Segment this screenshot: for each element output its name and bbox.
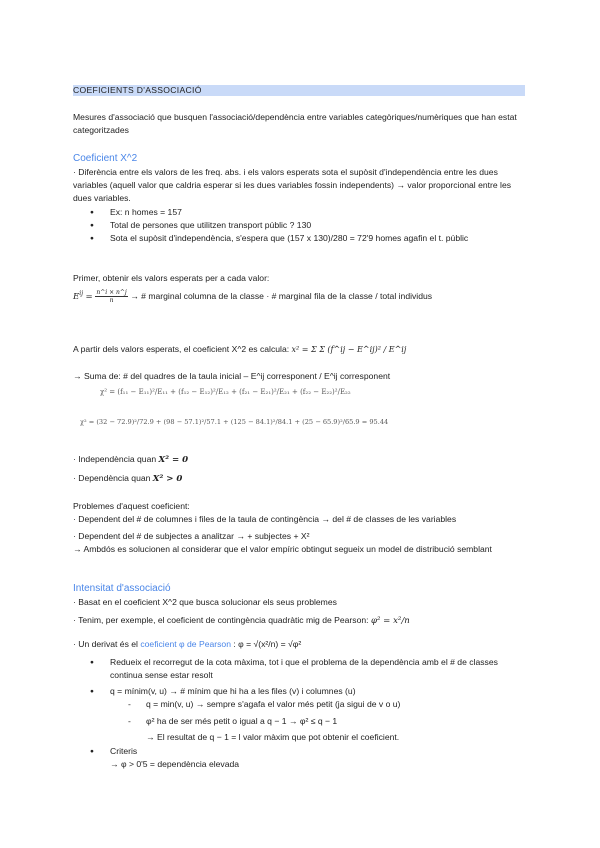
formula1-numerator: n^i × n^j [96,289,127,297]
indep-expr: X² = 0 [158,455,189,465]
indep-row [73,453,530,467]
intensity-line2 [73,614,530,628]
sum-text: → Suma de: # del quadres de la taula inicial – E^ij corresponent / E^ij corresponent [73,371,391,381]
criteria-label: ● Criteris [90,745,530,758]
step1-text: Primer, obtenir els valors esperats per a cada valor: [73,273,270,283]
intensity-bullet-list [90,656,530,698]
intro-paragraph: Mesures d'associació que busquen l'associació/dependència entre variables categòriques/numèriques que han estat categoritzades [73,112,517,135]
sub-item-1: - q = min(v, u) → sempre s'agafa el valor més petit (ja sigui de v o u) [118,698,530,711]
intensity-line1: · Basat en el coeficient X^2 que busca solucionar els seus problemes [73,597,337,607]
list-item: ● q = mínim(v, u) → # mínim que hi ha a les files (v) i columnes (u) [90,685,530,698]
sub-item-2: - φ² ha de ser més petit o igual a q − 1 → φ² ≤ q − 1 [118,715,530,728]
chi-heading: Coeficient X^2 [73,153,138,164]
problems-line: → Ambdós es solucionen al considerar que el valor empíric obtingut segueix un model de distribució semblant [73,544,492,554]
formula1-sup: ij [79,290,84,297]
formula1-text: → # marginal columna de la classe · # marginal fila de la classe / total individus [130,290,433,301]
intensity-line3-expr: : φ = √(x²/n) = √φ² [233,639,302,649]
chi-formula-image-2: χ² = (32 − 72.9)²/72.9 + (98 − 57.1)²/57.1 + (125 − 84.1)²/84.1 + (25 − 65.9)²/65.9 = 95.44 [80,418,389,426]
list-item: ● Sota el supòsit d'independència, s'espera que (157 x 130)/280 = 72'9 homes agafin el t. públic [90,232,530,245]
intensity-line3 [73,638,530,651]
formula2: x² = Σ Σ (f^ij − E^ij)² / E^ij [291,345,407,354]
step2-text: A partir dels valors esperats, el coeficient X^2 es calcula: [73,344,290,354]
intensity-line3-text: · Un derivat és el [73,639,138,649]
intensity-heading: Intensitat d'associació [73,583,171,594]
step2-row [73,343,530,356]
intensity-line2-expr: φ² = x²/n [370,616,410,626]
dep-expr: X² > 0 [152,474,183,484]
formula1-fraction [95,289,127,304]
list-item: ● Redueix el recorregut de la cota màxima, tot i que el problema de la dependència amb el # de classes continua sense estar resolt [90,656,530,682]
dep-row [73,472,530,486]
formula1-denominator: n [109,297,114,305]
problems-heading: Problemes d'aquest coeficient: [73,501,190,511]
criteria-line: → φ > 0'5 = dependència elevada [110,759,240,769]
criteria-list [90,745,530,758]
list-item: ● Ex: n homes = 157 [90,206,530,219]
list-item: ● Total de persones que utilitzen transport públic ? 130 [90,219,530,232]
chi-formula-image-1: χ² = (f₁₁ − E₁₁)²/E₁₁ + (f₁₂ − E₁₂)²/E₁₂ + (f₂₁ − E₂₁)²/E₂₁ + (f₂₂ − E₂₂)²/E₂₂ [100,388,351,396]
phi-pearson-link: coeficient φ de Pearson [140,639,231,649]
sub-item [118,698,530,744]
problems-line: · Dependent del # de subjectes a analitzar → + subjectes + X² [73,531,310,541]
indep-text: · Independència quan [73,454,157,464]
page-title: COEFICIENTS D'ASSOCIACIÓ [73,85,202,95]
dep-text: · Dependència quan [73,473,151,483]
sub-item-2b: → El resultat de q − 1 = l valor màxim que pot obtenir el coeficient. [146,732,400,742]
intensity-line2-text: · Tenim, per exemple, el coeficient de contingència quadràtic mig de Pearson: [73,615,369,625]
chi-description: · Diferència entre els valors de les freq. abs. i els valors esperats sota el supòsit d'independència entre les dues variables (aquell valor que caldria esperar si les dues variables fossin independents) → valor proporcional entre les dues variables. [73,167,512,203]
formula1-row: $E^{ij}$ = $\frac{n\^{}i \times n\^{}j}{n}$ → # marginal columna de la classe · # marginal fila de la classe / total individus [73,289,433,305]
chi-bullet-list [90,206,530,245]
problems-line: · Dependent del # de columnes i files de la taula de contingència → del # de classes de les variables [73,514,457,524]
formula1-lhs: E [73,291,80,302]
